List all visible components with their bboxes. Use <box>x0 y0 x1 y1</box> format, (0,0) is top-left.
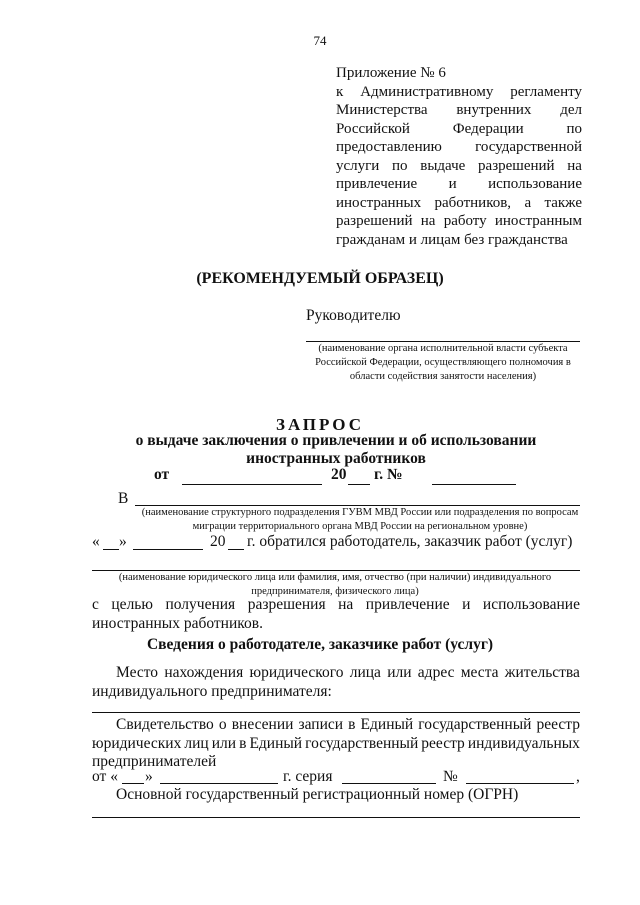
annex-line <box>336 64 582 83</box>
annex-word: Административному <box>360 83 494 100</box>
certificate-line-3: предпринимателей <box>92 753 217 770</box>
certificate-word: индивидуальных <box>467 734 580 752</box>
annex-word: Российской <box>336 120 410 137</box>
certificate-word: в <box>348 716 356 733</box>
annex-word: и <box>448 176 457 192</box>
sample-label: (РЕКОМЕНДУЕМЫЙ ОБРАЗЕЦ) <box>196 270 444 287</box>
location-word: юридического <box>249 664 344 681</box>
certificate-word: реестр <box>421 734 465 752</box>
annex-word: услуги <box>336 157 380 174</box>
purpose-word: разрешения <box>247 596 326 613</box>
annex-word: предоставлению <box>336 139 442 155</box>
certificate-word: в <box>239 734 247 752</box>
request-date-field[interactable] <box>182 484 322 485</box>
appeal-open-quote: « <box>92 533 100 550</box>
certificate-word: государственный <box>305 734 419 752</box>
purpose-word: целью <box>111 596 153 613</box>
purpose-word: с <box>92 596 99 613</box>
certificate-word: или <box>211 734 237 752</box>
certificate-word: внесении <box>231 716 294 733</box>
annex-word: выдаче <box>420 157 466 174</box>
purpose-word: на <box>338 596 354 613</box>
ogrn-label: Основной государственный регистрационный номер (ОГРН) <box>116 786 519 803</box>
appeal-close-quote: » <box>119 533 127 550</box>
request-number-field[interactable] <box>432 484 516 485</box>
certificate-word: юридических <box>92 734 182 752</box>
certificate-word: Единый <box>249 734 303 752</box>
certificate-from-prefix: от « <box>92 768 118 785</box>
annex-line <box>336 175 582 194</box>
location-field[interactable] <box>92 712 580 713</box>
request-title: ЗАПРОС <box>275 415 365 434</box>
annex-word: к <box>336 83 344 100</box>
certificate-line-2 <box>92 735 580 754</box>
annex-word: работников, <box>434 194 512 211</box>
division-caption: (наименование структурного подразделения ГУВМ МВД России или подразделения по вопросам миграции территориального органа МВД России на региональном уровне) <box>141 507 579 532</box>
certificate-word: реестр <box>536 716 580 733</box>
annex-word: привлечение <box>336 176 418 192</box>
location-word: лица <box>349 664 381 681</box>
annex-line <box>336 157 582 176</box>
purpose-line-2: иностранных работников. <box>92 614 263 632</box>
certificate-month-field[interactable] <box>160 783 278 784</box>
annex-word: а <box>524 194 532 211</box>
annex-word: на <box>420 213 436 229</box>
certificate-day-field[interactable] <box>122 783 144 784</box>
annex-line <box>336 83 582 102</box>
location-line-2: индивидуального предпринимателя: <box>92 682 332 700</box>
appeal-year-field[interactable] <box>228 549 244 550</box>
location-word: места <box>460 664 499 681</box>
appeal-text: г. обратился работодатель, заказчик работ (услуг) <box>247 533 573 550</box>
ogrn-field[interactable] <box>92 817 580 818</box>
addressee-caption: (наименование органа исполнительной власти субъекта Российской Федерации, осуществляющего полномочия в области содействия занятости населения) <box>315 343 571 382</box>
certificate-word: записи <box>298 716 344 733</box>
location-word: адрес <box>417 664 455 681</box>
location-word: или <box>387 664 412 681</box>
annex-word: по <box>566 120 582 137</box>
addressee-label: Руководителю <box>306 307 401 324</box>
purpose-line-1 <box>92 596 580 615</box>
page-number: 74 <box>313 33 327 48</box>
section-title: Сведения о работодателе, заказчике работ (услуг) <box>146 636 494 653</box>
annex-word: государственной <box>475 139 582 155</box>
certificate-word: о <box>218 716 227 733</box>
annex-word: также <box>544 194 582 211</box>
location-paragraph <box>92 664 580 701</box>
annex-word: дел <box>560 102 582 118</box>
certificate-word: Единый <box>360 716 414 733</box>
annex-word: Приложение № 6 <box>336 65 446 81</box>
certificate-paragraph <box>92 716 580 772</box>
annex-word: гражданам и лицам без гражданства <box>336 231 568 248</box>
annex-line <box>336 194 582 213</box>
request-number-label: г. № <box>374 466 403 483</box>
purpose-word: использование <box>482 596 580 613</box>
location-line-1 <box>92 664 580 683</box>
certificate-word: лиц <box>184 734 209 752</box>
location-word: нахождения <box>164 664 244 681</box>
annex-word: на <box>567 157 582 174</box>
purpose-word: и <box>462 596 471 613</box>
request-date-prefix: от <box>154 466 170 483</box>
annex-line <box>336 231 582 250</box>
purpose-word: привлечение <box>365 596 450 613</box>
certificate-number-label: № <box>443 768 458 785</box>
annex-word: регламенту <box>510 83 582 100</box>
annex-word: разрешений <box>478 157 555 174</box>
annex-word: внутренних <box>456 102 532 118</box>
certificate-line-1 <box>92 716 580 735</box>
certificate-comma: , <box>576 768 580 785</box>
certificate-series-field[interactable] <box>342 783 436 784</box>
certificate-close-quote: » <box>145 768 153 785</box>
certificate-number-field[interactable] <box>466 783 574 784</box>
annex-line <box>336 120 582 139</box>
appeal-day-field[interactable] <box>103 549 119 550</box>
annex-word: Министерства <box>336 102 428 118</box>
appeal-year-prefix: 20 <box>210 533 226 550</box>
purpose-word: получения <box>165 596 236 613</box>
request-subtitle: о выдаче заключения о привлечении и об использовании иностранных работников <box>135 432 537 467</box>
annex-word: работу <box>443 213 487 229</box>
annex-block <box>336 64 582 249</box>
certificate-word: Свидетельство <box>116 716 214 733</box>
certificate-word: государственный <box>418 716 532 733</box>
annex-word: использование <box>488 176 582 192</box>
annex-word: иностранных <box>336 194 422 211</box>
annex-word: иностранным <box>494 213 582 229</box>
employer-caption: (наименование юридического лица или фамилия, имя, отчество (при наличии) индивидуального предпринимателя, физического лица) <box>118 572 552 597</box>
purpose-paragraph <box>92 596 580 633</box>
certificate-series-label: г. серия <box>283 768 333 785</box>
appeal-month-field[interactable] <box>133 549 203 550</box>
request-year-prefix: 20 <box>331 466 347 483</box>
request-year-field[interactable] <box>348 484 370 485</box>
location-word: жительства <box>504 664 580 681</box>
annex-line <box>336 138 582 157</box>
annex-word: разрешений <box>336 213 413 229</box>
annex-line <box>336 212 582 231</box>
annex-word: Федерации <box>452 120 524 137</box>
annex-word: по <box>392 157 408 174</box>
division-prefix: В <box>118 490 129 507</box>
location-word: Место <box>116 664 159 681</box>
annex-line <box>336 101 582 120</box>
